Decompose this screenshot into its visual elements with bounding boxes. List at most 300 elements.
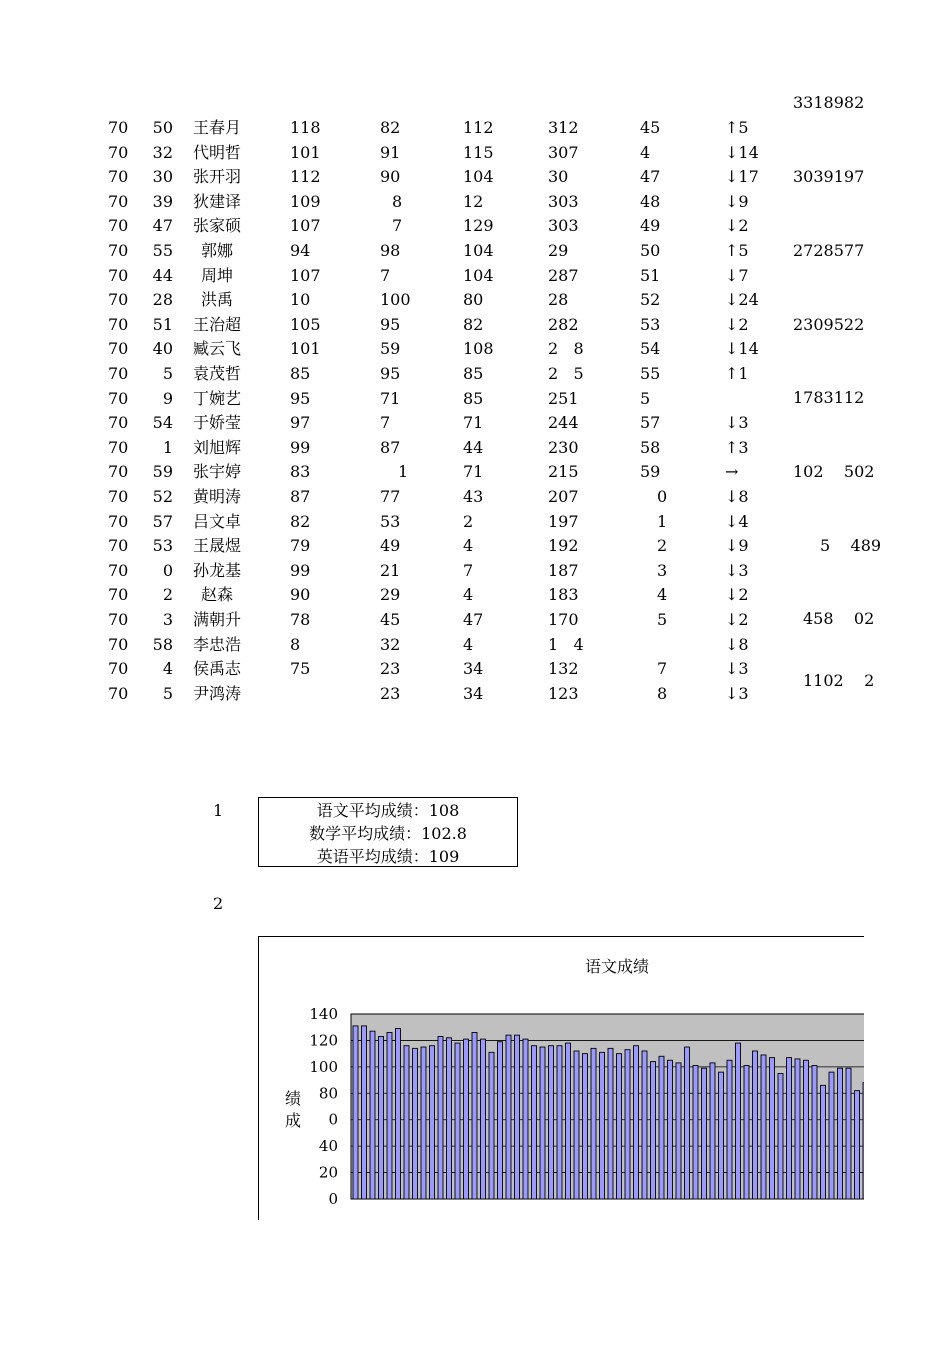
table-row [0, 512, 950, 532]
bar [710, 1063, 715, 1199]
cell-name: 王晟煜 [192, 536, 241, 556]
side-number-3: 2728577 [793, 241, 865, 260]
cell-math: 49 [380, 536, 401, 556]
cell-change: ↓3 [725, 683, 749, 703]
cell-name: 王治超 [192, 314, 241, 334]
cell-change: ↓2 [725, 585, 749, 605]
table-row [0, 339, 950, 359]
cell-math: 8 [392, 191, 403, 211]
cell-no: 32 [152, 142, 173, 162]
table-row [0, 290, 950, 310]
cell-math: 7 [380, 413, 391, 433]
cell-english: 129 [463, 216, 494, 236]
cell-total: 28 [548, 290, 569, 310]
cell-cls: 70 [108, 142, 129, 162]
cell-math: 91 [380, 142, 401, 162]
cell-total: 197 [548, 511, 579, 531]
cell-total: 312 [548, 118, 579, 137]
table-row [0, 413, 950, 433]
bar [481, 1039, 486, 1199]
cell-change: ↑5 [725, 118, 749, 137]
side-number-1: 3318982 [793, 93, 865, 112]
bar [642, 1051, 647, 1199]
bar [744, 1066, 749, 1199]
cell-name: 刘旭辉 [192, 437, 241, 457]
cell-rank: 2 [657, 536, 668, 556]
cell-total: 192 [548, 536, 579, 556]
cell-no: 53 [152, 536, 173, 556]
cell-cls: 70 [108, 413, 129, 433]
cell-english: 104 [463, 265, 494, 285]
bar [795, 1059, 800, 1199]
cell-name: 孙龙基 [192, 560, 241, 580]
cell-total: 2 5 [548, 364, 584, 383]
bar [413, 1048, 418, 1199]
cell-chinese: 99 [290, 560, 311, 580]
cell-english: 104 [463, 167, 494, 187]
cell-total: 1 4 [548, 634, 584, 654]
bar [353, 1026, 358, 1199]
cell-english: 44 [463, 437, 484, 457]
bar [600, 1052, 605, 1199]
cell-total: 207 [548, 487, 579, 506]
cell-cls: 70 [108, 683, 129, 703]
cell-name: 于娇莹 [192, 413, 241, 433]
cell-change: ↓9 [725, 191, 749, 211]
cell-math: 98 [380, 241, 401, 260]
cell-english: 34 [463, 683, 484, 703]
y-tick-label: 120 [309, 1031, 338, 1050]
cell-total: 183 [548, 585, 579, 605]
cell-rank: 4 [640, 142, 651, 162]
bar [863, 1083, 864, 1199]
bar [812, 1066, 817, 1199]
cell-rank: 4 [657, 585, 668, 605]
side-number-7: 5 489 [820, 536, 882, 555]
cell-no: 30 [152, 167, 173, 187]
cell-math: 95 [380, 314, 401, 334]
cell-no: 51 [152, 314, 173, 334]
cell-total: 287 [548, 265, 579, 285]
cell-chinese: 8 [290, 634, 301, 654]
cell-rank: 48 [640, 191, 661, 211]
cell-no: 58 [152, 634, 173, 654]
bar [821, 1085, 826, 1199]
cell-change: ↓2 [725, 216, 749, 236]
cell-no: 9 [162, 388, 173, 408]
cell-no: 54 [152, 413, 173, 433]
bar [498, 1042, 503, 1199]
table-row [0, 536, 950, 556]
cell-change: ↓9 [725, 536, 749, 556]
table-row [0, 364, 950, 384]
side-number-8: 458 02 [803, 609, 875, 628]
cell-math: 59 [380, 339, 401, 359]
cell-chinese: 95 [290, 388, 311, 408]
bar [515, 1035, 520, 1199]
cell-name: 侯禹志 [192, 659, 241, 679]
cell-change: ↓24 [725, 290, 759, 310]
cell-name: 尹鸿涛 [192, 683, 241, 703]
cell-chinese: 105 [290, 314, 321, 334]
cell-english: 112 [463, 118, 494, 137]
table-row [0, 635, 950, 655]
cell-english: 85 [463, 364, 484, 383]
bar [676, 1063, 681, 1199]
cell-math: 7 [392, 216, 403, 236]
bar [778, 1073, 783, 1199]
y-tick-label: 20 [318, 1163, 338, 1182]
cell-english: 4 [463, 634, 474, 654]
cell-rank: 54 [640, 339, 661, 359]
bar [693, 1066, 698, 1199]
cell-rank: 58 [640, 437, 661, 457]
bar [421, 1047, 426, 1199]
bar [838, 1068, 843, 1199]
cell-name: 袁茂哲 [192, 364, 241, 383]
cell-change: ↓4 [725, 511, 749, 531]
cell-no: 57 [152, 511, 173, 531]
cell-total: 230 [548, 437, 579, 457]
cell-change: ↑5 [725, 241, 749, 260]
bar [634, 1046, 639, 1199]
bar [829, 1072, 834, 1199]
cell-math: 100 [380, 290, 411, 310]
section-marker-1: 1 [213, 801, 224, 820]
bar [464, 1039, 469, 1199]
cell-change: ↓2 [725, 610, 749, 629]
cell-no: 44 [152, 265, 173, 285]
cell-chinese: 118 [290, 118, 321, 137]
cell-change: ↓7 [725, 265, 749, 285]
cell-cls: 70 [108, 462, 129, 482]
cell-change: ↓8 [725, 487, 749, 506]
cell-english: 4 [463, 585, 474, 605]
cell-no: 59 [152, 462, 173, 482]
bar [787, 1058, 792, 1199]
cell-english: 82 [463, 314, 484, 334]
cell-name: 王春月 [192, 118, 241, 137]
table-row [0, 585, 950, 605]
cell-no: 52 [152, 487, 173, 506]
cell-math: 29 [380, 585, 401, 605]
bar [370, 1031, 375, 1199]
cell-english: 115 [463, 142, 494, 162]
cell-english: 104 [463, 241, 494, 260]
cell-no: 28 [152, 290, 173, 310]
bar [617, 1054, 622, 1199]
cell-rank: 59 [640, 462, 661, 482]
cell-chinese: 101 [290, 339, 321, 359]
bar [532, 1046, 537, 1199]
cell-name: 郭娜 [200, 241, 233, 260]
table-row [0, 192, 950, 212]
cell-no: 39 [152, 191, 173, 211]
cell-rank: 50 [640, 241, 661, 260]
cell-name: 周坤 [200, 265, 233, 285]
cell-name: 张家硕 [192, 216, 241, 236]
cell-total: 244 [548, 413, 579, 433]
cell-math: 87 [380, 437, 401, 457]
table-row [0, 487, 950, 507]
y-tick-label: 40 [318, 1137, 338, 1156]
cell-total: 303 [548, 216, 579, 236]
cell-chinese: 85 [290, 364, 311, 383]
cell-cls: 70 [108, 265, 129, 285]
table-row [0, 561, 950, 581]
cell-math: 1 [398, 462, 409, 482]
bar [702, 1068, 707, 1199]
cell-change: ↓3 [725, 659, 749, 679]
bar [557, 1046, 562, 1199]
cell-name: 吕文卓 [192, 511, 241, 531]
cell-no: 50 [152, 118, 173, 137]
y-axis-label-char: 绩 [284, 1089, 302, 1108]
cell-chinese: 109 [290, 191, 321, 211]
cell-change: ↑1 [725, 364, 749, 383]
section-marker-2: 2 [213, 894, 224, 913]
cell-english: 34 [463, 659, 484, 679]
cell-change: ↓14 [725, 142, 759, 162]
cell-chinese: 107 [290, 265, 321, 285]
cell-total: 2 8 [548, 339, 584, 359]
bar [404, 1046, 409, 1199]
cell-total: 215 [548, 462, 579, 482]
y-tick-label: 0 [328, 1110, 338, 1129]
cell-rank: 3 [657, 560, 668, 580]
cell-rank: 5 [657, 610, 668, 629]
bar [625, 1050, 630, 1199]
table-row [0, 266, 950, 286]
english-average: 英语平均成绩：109 [316, 847, 460, 866]
cell-math: 45 [380, 610, 401, 629]
cell-no: 47 [152, 216, 173, 236]
cell-cls: 70 [108, 339, 129, 359]
cell-no: 4 [162, 659, 173, 679]
cell-chinese: 94 [290, 241, 311, 260]
bar [736, 1043, 741, 1199]
cell-chinese: 78 [290, 610, 311, 629]
cell-cls: 70 [108, 388, 129, 408]
bar [523, 1039, 528, 1199]
bar [727, 1060, 732, 1199]
cell-english: 47 [463, 610, 484, 629]
cell-no: 3 [162, 610, 173, 629]
cell-rank: 53 [640, 314, 661, 334]
cell-change: ↓3 [725, 560, 749, 580]
bar [583, 1054, 588, 1199]
bar [472, 1033, 477, 1200]
cell-rank: 51 [640, 265, 661, 285]
cell-english: 80 [463, 290, 484, 310]
cell-total: 187 [548, 560, 579, 580]
cell-chinese: 112 [290, 167, 321, 187]
cell-math: 71 [380, 388, 401, 408]
cell-english: 85 [463, 388, 484, 408]
cell-math: 77 [380, 487, 401, 506]
bar [574, 1051, 579, 1199]
cell-cls: 70 [108, 536, 129, 556]
cell-cls: 70 [108, 437, 129, 457]
cell-no: 5 [162, 364, 173, 383]
cell-math: 82 [380, 118, 401, 137]
cell-name: 张开羽 [192, 167, 241, 187]
cell-change: ↓17 [725, 167, 759, 187]
bar [362, 1026, 367, 1199]
cell-cls: 70 [108, 659, 129, 679]
chinese-score-chart [258, 936, 864, 1220]
bar [447, 1038, 452, 1199]
cell-math: 21 [380, 560, 401, 580]
cell-rank: 7 [657, 659, 668, 679]
cell-name: 丁婉艺 [192, 388, 241, 408]
cell-cls: 70 [108, 560, 129, 580]
cell-math: 32 [380, 634, 401, 654]
cell-no: 55 [152, 241, 173, 260]
average-scores-box [258, 797, 518, 867]
cell-name: 李忠浩 [192, 634, 241, 654]
cell-cls: 70 [108, 290, 129, 310]
cell-name: 洪禹 [200, 290, 233, 310]
side-number-4: 2309522 [793, 315, 865, 334]
cell-chinese: 99 [290, 437, 311, 457]
cell-total: 307 [548, 142, 579, 162]
cell-chinese: 87 [290, 487, 311, 506]
cell-change: → [725, 462, 739, 482]
cell-chinese: 10 [290, 290, 311, 310]
cell-english: 2 [463, 511, 474, 531]
math-average: 数学平均成绩：102.8 [309, 824, 467, 843]
bar [719, 1072, 724, 1199]
cell-cls: 70 [108, 364, 129, 383]
bar [770, 1058, 775, 1199]
chart-canvas [259, 937, 864, 1220]
cell-name: 黄明涛 [192, 487, 241, 506]
bar [396, 1029, 401, 1199]
cell-total: 303 [548, 191, 579, 211]
bar [761, 1055, 766, 1199]
cell-english: 71 [463, 413, 484, 433]
cell-change: ↓3 [725, 413, 749, 433]
cell-chinese: 82 [290, 511, 311, 531]
cell-total: 282 [548, 314, 579, 334]
bar [608, 1048, 613, 1199]
cell-cls: 70 [108, 585, 129, 605]
bar [591, 1048, 596, 1199]
cell-name: 狄建译 [192, 191, 241, 211]
y-tick-label: 0 [328, 1190, 338, 1208]
table-row [0, 216, 950, 236]
bar [438, 1036, 443, 1199]
cell-math: 23 [380, 683, 401, 703]
cell-no: 1 [162, 437, 173, 457]
cell-rank: 0 [657, 487, 668, 506]
cell-cls: 70 [108, 487, 129, 506]
bar [506, 1035, 511, 1199]
cell-cls: 70 [108, 314, 129, 334]
cell-rank: 52 [640, 290, 661, 310]
cell-rank: 57 [640, 413, 661, 433]
chinese-average: 语文平均成绩：108 [316, 801, 460, 820]
cell-name: 张宇婷 [192, 462, 241, 482]
cell-total: 29 [548, 241, 569, 260]
cell-rank: 45 [640, 118, 661, 137]
bar [379, 1036, 384, 1199]
cell-rank: 55 [640, 364, 661, 383]
cell-no: 40 [152, 339, 173, 359]
bar [651, 1062, 656, 1199]
table-row [0, 143, 950, 163]
cell-chinese: 83 [290, 462, 311, 482]
cell-math: 23 [380, 659, 401, 679]
bar [387, 1033, 392, 1200]
cell-change: ↑3 [725, 437, 749, 457]
cell-change: ↓8 [725, 634, 749, 654]
bar [430, 1046, 435, 1199]
cell-chinese: 107 [290, 216, 321, 236]
bar [804, 1060, 809, 1199]
cell-cls: 70 [108, 511, 129, 531]
cell-no: 5 [162, 683, 173, 703]
bar [668, 1060, 673, 1199]
bar [753, 1051, 758, 1199]
bar [455, 1043, 460, 1199]
cell-no: 0 [162, 560, 173, 580]
cell-cls: 70 [108, 610, 129, 629]
cell-chinese: 79 [290, 536, 311, 556]
table-row [0, 118, 950, 138]
bar [489, 1052, 494, 1199]
cell-change: ↓2 [725, 314, 749, 334]
cell-math: 95 [380, 364, 401, 383]
cell-chinese: 97 [290, 413, 311, 433]
cell-english: 43 [463, 487, 484, 506]
bar [549, 1046, 554, 1199]
cell-chinese: 101 [290, 142, 321, 162]
cell-english: 7 [463, 560, 474, 580]
cell-name: 臧云飞 [192, 339, 241, 359]
cell-cls: 70 [108, 241, 129, 260]
cell-cls: 70 [108, 118, 129, 137]
cell-total: 132 [548, 659, 579, 679]
cell-name: 代明哲 [192, 142, 241, 162]
cell-total: 30 [548, 167, 569, 187]
side-number-9: 1102 2 [803, 671, 875, 690]
side-number-2: 3039197 [793, 167, 865, 186]
cell-rank: 8 [657, 683, 668, 703]
cell-math: 7 [380, 265, 391, 285]
cell-rank: 1 [657, 511, 668, 531]
side-number-5: 1783112 [793, 388, 865, 407]
bar [846, 1068, 851, 1199]
cell-cls: 70 [108, 191, 129, 211]
y-tick-label: 100 [309, 1057, 338, 1076]
cell-total: 251 [548, 388, 579, 408]
cell-name: 满朝升 [192, 610, 241, 629]
table-row [0, 438, 950, 458]
cell-rank: 5 [640, 388, 651, 408]
cell-english: 12 [463, 191, 484, 211]
cell-english: 4 [463, 536, 474, 556]
cell-cls: 70 [108, 634, 129, 654]
chart-title: 语文成绩 [584, 957, 650, 976]
y-tick-label: 140 [309, 1005, 338, 1023]
bar [659, 1056, 664, 1199]
bar [566, 1043, 571, 1199]
cell-math: 90 [380, 167, 401, 187]
cell-change: ↓14 [725, 339, 759, 359]
y-axis-label-char: 成 [284, 1111, 302, 1130]
